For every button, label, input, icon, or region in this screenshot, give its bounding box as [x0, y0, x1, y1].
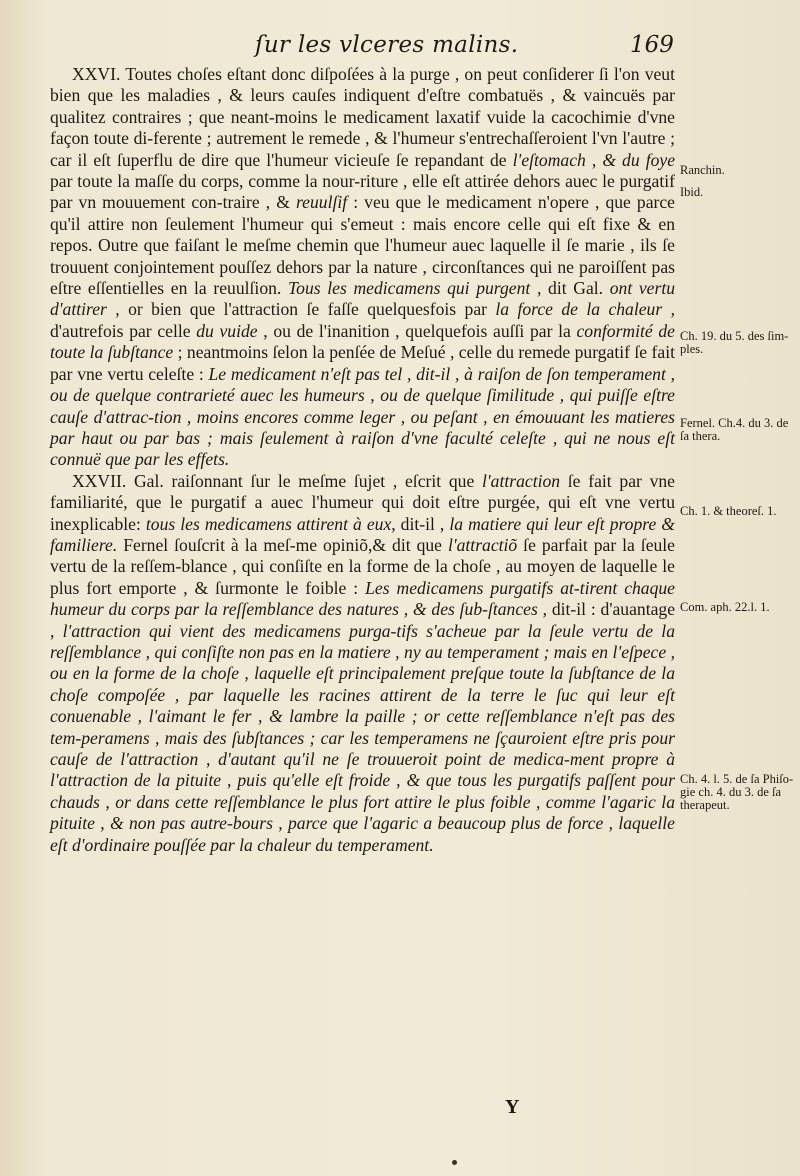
italic-run: Le medicament n'eſt pas tel , dit-il , à raiſon de ſon temperament , ou de quelque contrarieté auec les humeurs , ou de quelque ſimilitude , qui puiſſe eſtre cauſe d'attrac-tion , moins encores comme leger , ou peſant , en émouuant les matieres par haut ou par bas ; mais ſeulement à raiſon d'vne faculté celeſte , qui ne nous eſt connuë que par les effets.	[50, 363, 675, 470]
text-run: XXVI. Toutes choſes eſtant donc diſpoſées à la purge , on peut conſiderer ſi l'on veut bien que les maladies , & leurs cauſes indiquent d'eſtre combatuës , & vaincuës par qualitez contraires ; que neant-moins le medicament laxatif vuide la cacochimie d'vne façon toute di-ferente ; autrement le remede , & l'humeur s'entrechaſſeroient l'vn l'autre ; car il eſt ſuperflu de dire que l'humeur vicieuſe ſe repandant de	[50, 64, 675, 170]
italic-run: conformité de toute la ſubſtance	[50, 320, 675, 363]
text-run: dit-il ,	[395, 513, 450, 534]
italic-run: ont vertu d'attirer ,	[50, 278, 676, 320]
margin-note-com-aph: Com. aph. 22.l. 1.	[680, 600, 770, 614]
main-text	[50, 64, 675, 856]
margin-note-fernel: Fernel. Ch.4. du 3. de ſa thera.	[680, 416, 789, 443]
italic-run: l'attractiõ	[447, 534, 518, 555]
text-run: par toute la maſſe du corps, comme la nour-riture , elle eſt attirée dehors auec le purgatif par vn mouuement con-traire , &	[50, 171, 675, 213]
signature-mark: Y	[505, 1096, 520, 1118]
italic-run: l'attraction qui vient des medicamens purga-tifs s'acheue par la ſeule vertu de la reſſemblance , qui conſiſte non pas en la matiere , ny au temperament ; mais en l'eſpece , ou en la forme de la choſe , laquelle eſt principalement preſque toute la ſubſtance de la choſe compoſée , par laquelle les racines attirent de la terre le ſuc qui leur eſt conuenable , l'aimant le fer , & lambre la paille ; or cette reſſemblance n'eſt pas des tem-peramens , mais des ſubſtances ; car les temperamens ne ſçauroient eſtre pris pour cauſe de l'attraction , d'autant qu'il ne ſe trouueroit point de medica-ment propre à l'attraction de la pituite , puis qu'elle eſt froide , & que tous les purgatifs paſſent pour chauds , or dans cette reſſemblance le plus fort attire le plus foible , comme l'agaric la pituite , & non pas autre-bours , parce que l'agaric a beaucoup plus de force , laquelle eſt d'ordinaire pouſſée par la chaleur du temperament.	[50, 620, 675, 855]
italic-run: du vuide	[196, 320, 258, 341]
margin-note-ibid: Ibid.	[680, 185, 704, 199]
paragraph-xxvi	[50, 64, 675, 471]
italic-run: la matiere qui leur eſt propre & familiere.	[50, 513, 675, 555]
italic-run: tous les medicamens attirent à eux,	[145, 513, 396, 534]
margin-note-ranchin: Ranchin.	[680, 163, 725, 177]
italic-run: l'eſtomach , & du foye	[512, 149, 676, 170]
page-header	[0, 30, 800, 66]
text-run: or bien que l'attraction ſe faſſe quelquesfois par	[119, 299, 496, 320]
text-run: , ou de l'inanition , quelquefois auſſi par la	[257, 320, 577, 341]
italic-run: l'attraction	[482, 470, 561, 491]
paragraph-xxvii	[50, 471, 675, 856]
text-run: ſe fait par vne familiarité, que le purgatif a auec l'humeur qui doit eſtre purgée, qui eſt vne vertu inexplicable:	[50, 470, 675, 534]
text-run: XXVII. Gal. raiſonnant ſur le meſme ſujet , eſcrit que	[72, 470, 483, 491]
text-run: ; neantmoins ſelon la penſée de Meſué , celle du remede purgatif ſe fait par vne vertu celeſte :	[50, 342, 675, 384]
text-run: dit Gal.	[541, 278, 610, 299]
margin-note-ch1: Ch. 1. & theoreſ. 1.	[680, 504, 777, 518]
text-run: Fernel ſouſcrit à la meſ-me opiniõ,& dit que	[117, 534, 448, 555]
italic-run: la force de la chaleur ,	[495, 299, 675, 320]
page-number: 169	[630, 32, 674, 58]
ink-dot	[452, 1160, 457, 1165]
margin-notes	[680, 64, 798, 1104]
italic-run: Les medicamens purgatifs at-tirent chaque humeur du corps par la reſſemblance des natures , & des ſub-ſtances ,	[50, 577, 675, 620]
text-run: d'autrefois par celle	[50, 320, 197, 341]
running-title: ſur les vlceres malins.	[255, 32, 519, 58]
margin-note-ch4: Ch. 4. l. 5. de ſa Phiſo-gie ch. 4. du 3. de ſa therapeut.	[680, 772, 794, 812]
text-run: dit-il : d'auantage ,	[50, 599, 676, 641]
italic-run: Tous les medicamens qui purgent ,	[287, 278, 542, 299]
text-run: : veu que le medicament n'opere , que parce qu'il attire non ſeulement l'humeur qui s'emeut : mais encore celle qui eſt fixe & en repos. Outre que faiſant le meſme chemin que l'humeur auec laquelle il ſe marie , ils ſe trouuent conjointement pouſſez dehors par la nature , circonſtances qui ne paroiſſent pas eſtre eſſentielles en la reuulſion.	[50, 192, 675, 299]
margin-note-ch19: Ch. 19. du 5. des ſim-ples.	[680, 329, 789, 356]
italic-run: reuulſif	[295, 192, 348, 213]
text-run: ſe parfait par la ſeule vertu de la reſſem-blance , qui conſiſte en la forme de la choſe , au moyen de laquelle le plus fort emporte , & ſurmonte le foible :	[50, 534, 675, 598]
